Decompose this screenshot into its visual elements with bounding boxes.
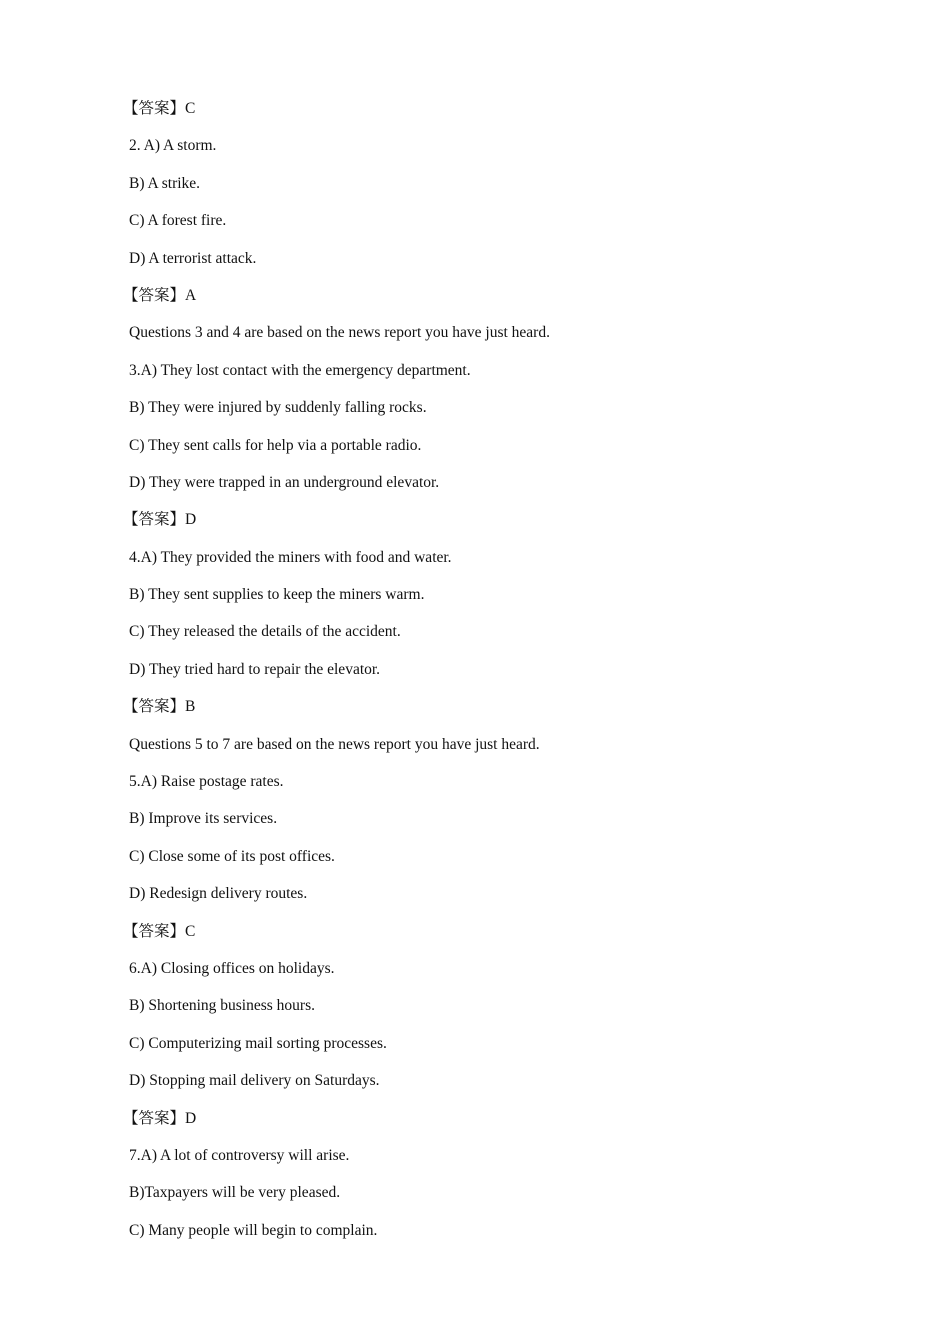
question-option: 6.A) Closing offices on holidays. xyxy=(129,959,335,977)
question-option: 4.A) They provided the miners with food and water. xyxy=(129,548,452,566)
question-option: C) Many people will begin to complain. xyxy=(129,1221,378,1239)
question-option: D) Stopping mail delivery on Saturdays. xyxy=(129,1072,380,1090)
answer-line: 【答案】A xyxy=(123,286,197,304)
question-option: C) They sent calls for help via a portable radio. xyxy=(129,436,422,454)
question-option: B) They sent supplies to keep the miners warm. xyxy=(129,586,425,604)
document-body xyxy=(123,98,889,1257)
question-option: 3.A) They lost contact with the emergency department. xyxy=(129,361,471,379)
question-option: B)Taxpayers will be very pleased. xyxy=(129,1184,341,1202)
answer-line: 【答案】C xyxy=(123,922,196,940)
question-option: D) A terrorist attack. xyxy=(129,249,257,267)
question-option: C) Computerizing mail sorting processes. xyxy=(129,1034,387,1052)
question-option: B) Shortening business hours. xyxy=(129,997,315,1015)
answer-line: 【答案】B xyxy=(123,698,196,716)
question-option: C) Close some of its post offices. xyxy=(129,847,335,865)
section-instruction: Questions 3 and 4 are based on the news report you have just heard. xyxy=(129,324,550,342)
question-option: B) A strike. xyxy=(129,174,201,192)
answer-line: 【答案】D xyxy=(123,1109,197,1127)
question-option: C) They released the details of the accident. xyxy=(129,623,401,641)
question-option: 5.A) Raise postage rates. xyxy=(129,773,284,791)
question-option: C) A forest fire. xyxy=(129,212,227,230)
question-option: 7.A) A lot of controversy will arise. xyxy=(129,1146,350,1164)
question-option: D) They tried hard to repair the elevator. xyxy=(129,660,381,678)
question-option: D) They were trapped in an underground elevator. xyxy=(129,473,440,491)
question-option: B) They were injured by suddenly falling rocks. xyxy=(129,399,427,417)
question-option: B) Improve its services. xyxy=(129,810,278,828)
answer-line: 【答案】D xyxy=(123,511,197,529)
question-option: D) Redesign delivery routes. xyxy=(129,885,308,903)
answer-line: 【答案】C xyxy=(123,100,196,117)
question-option: 2. A) A storm. xyxy=(129,137,217,155)
section-instruction: Questions 5 to 7 are based on the news report you have just heard. xyxy=(129,735,540,753)
